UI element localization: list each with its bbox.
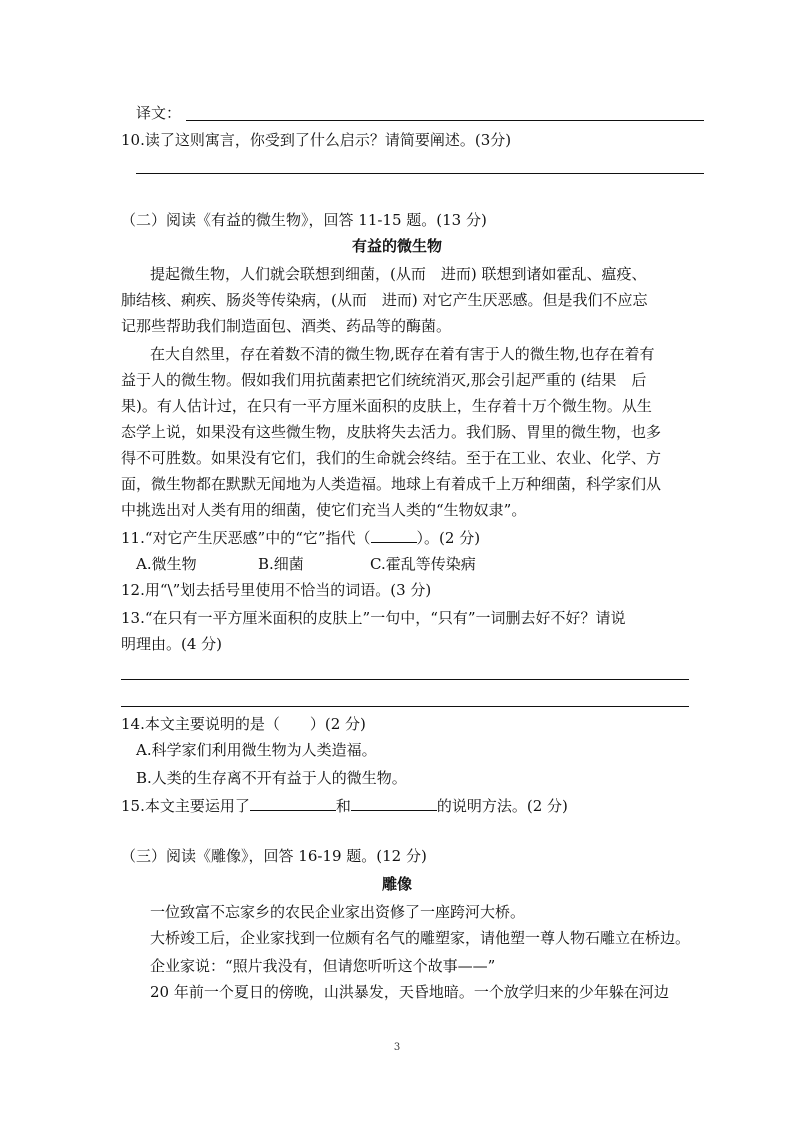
question-14: 14.本文主要说明的是（ ）(2 分) (121, 715, 366, 733)
q15-answer-blank-2[interactable] (351, 796, 437, 811)
section3-header: （三）阅读《雕像》，回答 16-19 题。(12 分) (121, 847, 427, 865)
q11-text-start: 11.“对它产生厌恶感”中的“它”指代（ (121, 529, 371, 547)
q11-option-a: A.微生物 (136, 555, 197, 573)
q15-text-end: 的说明方法。(2 分) (436, 797, 568, 815)
s3-line1: 一位致富不忘家乡的农民企业家出资修了一座跨河大桥。 (150, 903, 526, 921)
s3-line2: 大桥竣工后，企业家找到一位颇有名气的雕塑家，请他塑一尊人物石雕立在桥边。 (150, 929, 691, 947)
q11-text-end: ）。(2 分) (416, 529, 481, 547)
translation-answer-line[interactable] (186, 120, 704, 121)
q15-text-start: 15.本文主要运用了 (121, 797, 250, 815)
s3-line4: 20 年前一个夏日的傍晚，山洪暴发，天昏地暗。一个放学归来的少年躲在河边 (150, 983, 669, 1001)
section2-title: 有益的微生物 (351, 237, 442, 255)
s2-para1-line2: 肺结核、痢疾、肠炎等传染病，(从而 进而) 对它产生厌恶感。但是我们不应忘 (121, 291, 648, 309)
q14-option-a: A.科学家们利用微生物为人类造福。 (136, 741, 377, 759)
q13-answer-line-2[interactable] (121, 706, 689, 707)
question-11 (121, 528, 480, 548)
translation-label: 译文： (136, 104, 182, 122)
question-13-line1: 13.“在只有一平方厘米面积的皮肤上”一句中，“只有”一词删去好不好？请说 (121, 609, 626, 627)
s2-para2-line1: 在大自然里，存在着数不清的微生物,既存在着有害于人的微生物,也存在着有 (150, 345, 655, 363)
s2-para1-line3: 记那些帮助我们制造面包、酒类、药品等的酶菌。 (121, 317, 452, 335)
question-12: 12.用“\”划去括号里使用不恰当的词语。(3 分) (121, 581, 432, 599)
s2-para2-line3: 果)。有人估计过，在只有一平方厘米面积的皮肤上，生存着十万个微生物。从生 (121, 397, 652, 415)
q11-option-c: C.霍乱等传染病 (370, 555, 476, 573)
section2-header: （二）阅读《有益的微生物》，回答 11-15 题。(13 分) (121, 211, 487, 229)
question-10: 10.读了这则寓言，你受到了什么启示？请简要阐述。(3分) (121, 131, 512, 149)
page-number: 3 (393, 1042, 401, 1053)
s2-para2-line2: 益于人的微生物。假如我们用抗菌素把它们统统消灭,那会引起严重的 (结果 后 (121, 371, 647, 389)
s2-para2-line5: 得不可胜数。如果没有它们，我们的生命就会终结。至于在工业、农业、化学、方 (121, 449, 662, 467)
q14-option-b: B.人类的生存离不开有益于人的微生物。 (136, 769, 407, 787)
s3-line3: 企业家说：“照片我没有，但请您听听这个故事——” (150, 957, 496, 975)
q10-answer-line[interactable] (136, 173, 704, 174)
q11-option-b: B.细菌 (258, 555, 304, 573)
s2-para2-line6: 面，微生物都在默默无闻地为人类造福。地球上有着成千上万种细菌，科学家们从 (121, 475, 662, 493)
q11-answer-blank[interactable] (371, 528, 417, 543)
section3-title: 雕像 (381, 875, 412, 893)
s2-para2-line7: 中挑选出对人类有用的细菌，使它们充当人类的“生物奴隶”。 (121, 501, 527, 519)
question-13-line2: 明理由。(4 分) (121, 635, 223, 653)
s2-para1-line1: 提起微生物，人们就会联想到细菌，(从而 进而) 联想到诸如霍乱、瘟疫、 (150, 265, 647, 283)
q13-answer-line-1[interactable] (121, 679, 689, 680)
q15-answer-blank-1[interactable] (250, 796, 336, 811)
s2-para2-line4: 态学上说，如果没有这些微生物，皮肤将失去活力。我们肠、胃里的微生物，也多 (121, 423, 662, 441)
q15-text-middle: 和 (335, 797, 351, 815)
question-15 (121, 796, 568, 816)
